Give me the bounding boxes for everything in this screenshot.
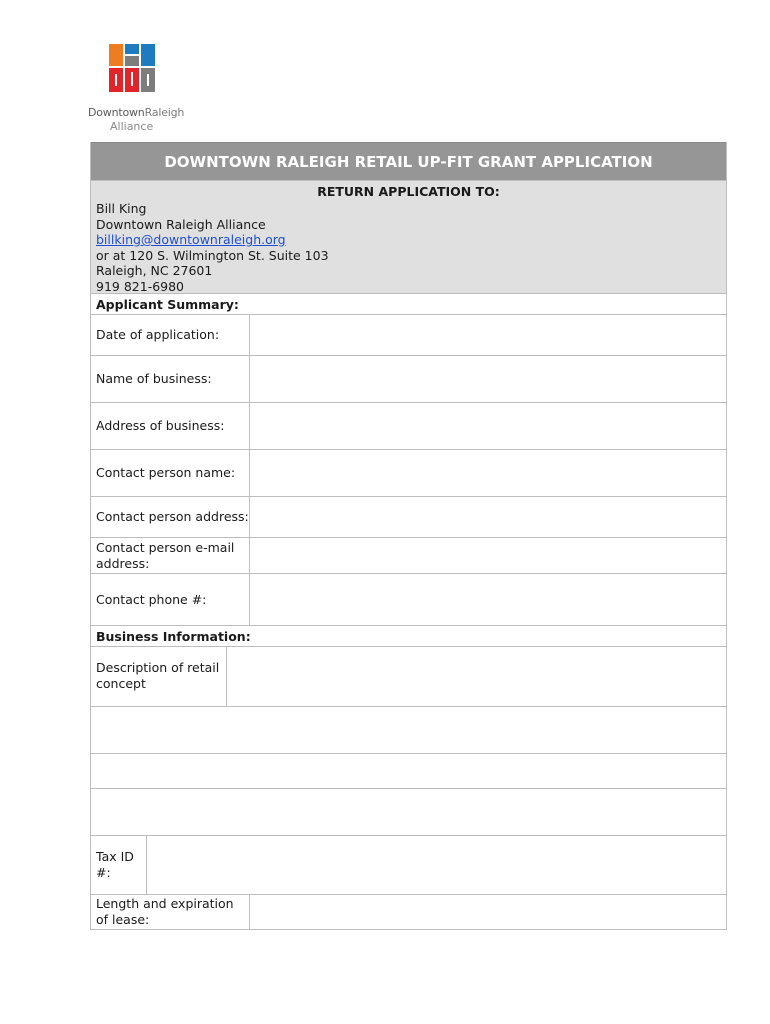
logo-wordmark: DowntownRaleigh — [88, 106, 185, 119]
contact-address-label: Contact person address: — [91, 497, 250, 537]
return-address-block — [91, 181, 726, 294]
contact-name-field[interactable] — [250, 450, 726, 496]
tax-id-label: Tax ID #: — [91, 836, 147, 894]
return-phone: 919 821-6980 — [96, 278, 185, 294]
tax-id-row — [91, 836, 726, 895]
grant-application-form — [90, 142, 727, 930]
return-city: Raleigh, NC 27601 — [96, 263, 213, 279]
contact-phone-field[interactable] — [250, 574, 726, 625]
contact-name-label: Contact person name: — [91, 450, 250, 496]
contact-email-label: Contact person e-mail address: — [91, 538, 250, 573]
date-of-application-label: Date of application: — [91, 315, 250, 355]
lease-row — [91, 895, 726, 930]
form-title: DOWNTOWN RALEIGH RETAIL UP-FIT GRANT APPLICATION — [91, 142, 726, 181]
retail-concept-continuation-row-1[interactable] — [91, 707, 726, 754]
contact-phone-row — [91, 574, 726, 626]
dra-logo-mark — [109, 44, 157, 94]
retail-concept-continuation-row-2[interactable] — [91, 754, 726, 789]
return-email-link[interactable]: billking@downtownraleigh.org — [96, 232, 286, 248]
retail-concept-field[interactable] — [227, 647, 726, 706]
contact-name-row — [91, 450, 726, 497]
logo-subtitle: Alliance — [110, 120, 154, 133]
business-address-label: Address of business: — [91, 403, 250, 449]
retail-concept-label: Description of retail concept — [91, 647, 227, 706]
business-address-row — [91, 403, 726, 450]
lease-field[interactable] — [250, 895, 726, 929]
logo-orange-block — [109, 44, 123, 66]
business-name-label: Name of business: — [91, 356, 250, 402]
logo-blue-block-right — [141, 44, 155, 66]
retail-concept-continuation-row-3[interactable] — [91, 789, 726, 836]
contact-address-row — [91, 497, 726, 538]
return-contact-name: Bill King — [96, 201, 147, 216]
logo-blue-block-top — [125, 44, 139, 54]
applicant-summary-heading: Applicant Summary: — [91, 294, 726, 315]
business-name-field[interactable] — [250, 356, 726, 402]
contact-email-row — [91, 538, 726, 574]
business-name-row — [91, 356, 726, 403]
business-information-heading: Business Information: — [91, 626, 726, 647]
date-of-application-row — [91, 315, 726, 356]
date-of-application-field[interactable] — [250, 315, 726, 355]
return-organization: Downtown Raleigh Alliance — [96, 216, 266, 232]
lease-label: Length and expiration of lease: — [91, 895, 250, 929]
contact-address-field[interactable] — [250, 497, 726, 537]
return-street-address: or at 120 S. Wilmington St. Suite 103 — [96, 247, 329, 263]
tax-id-field[interactable] — [147, 836, 726, 894]
business-address-field[interactable] — [250, 403, 726, 449]
dra-logo — [88, 44, 188, 134]
return-heading: RETURN APPLICATION TO: — [317, 184, 500, 199]
contact-email-field[interactable] — [250, 538, 726, 573]
contact-phone-label: Contact phone #: — [91, 574, 250, 625]
retail-concept-row — [91, 647, 726, 707]
logo-gray-block-top — [125, 56, 139, 66]
